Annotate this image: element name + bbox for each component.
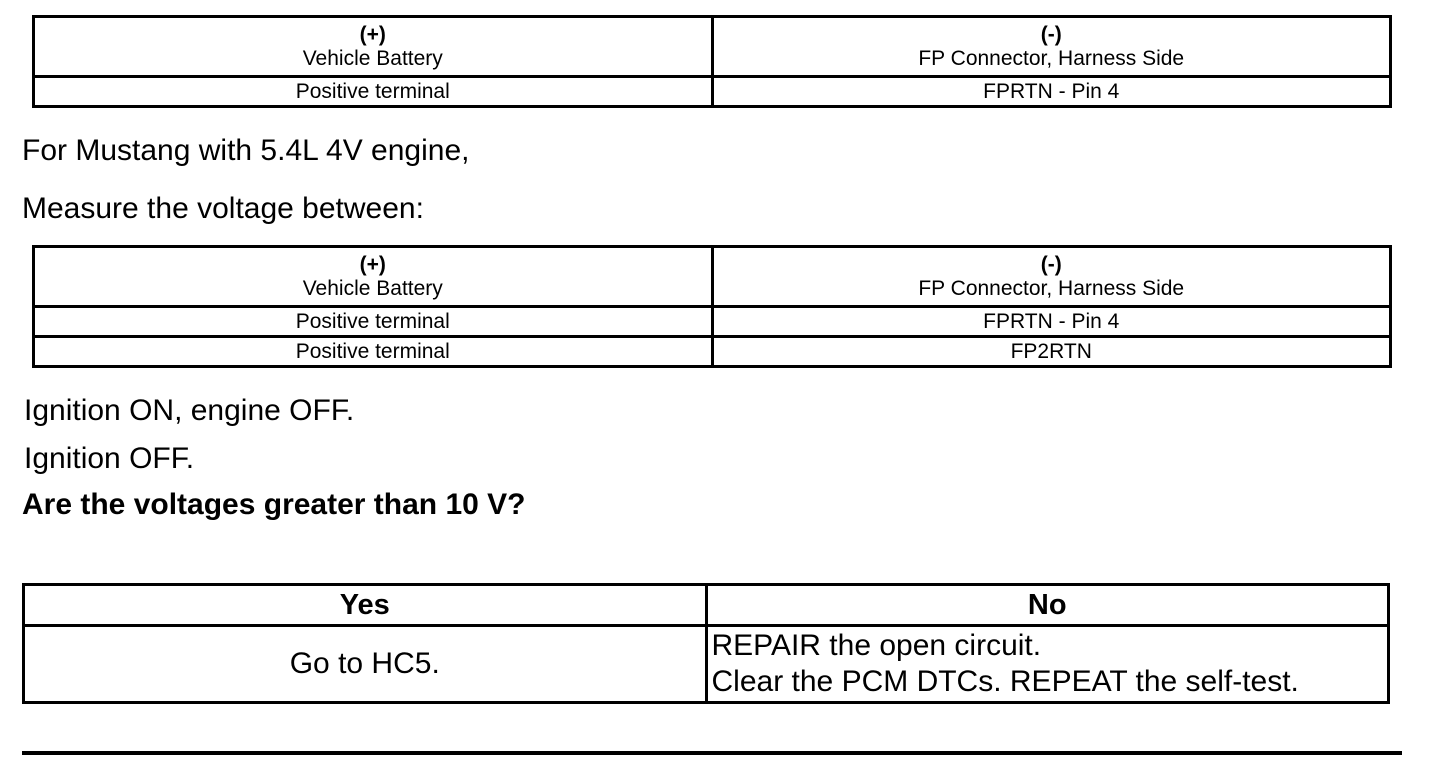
negative-lead-cell: FPRTN - Pin 4	[712, 307, 1391, 337]
positive-lead-cell: Positive terminal	[34, 307, 713, 337]
test-question: Are the voltages greater than 10 V?	[22, 488, 526, 521]
positive-lead-label: Vehicle Battery	[302, 46, 443, 70]
yes-header: Yes	[24, 585, 707, 626]
table-row	[34, 337, 1391, 367]
engine-condition-text: For Mustang with 5.4L 4V engine,	[22, 134, 470, 167]
bottom-divider	[22, 751, 1402, 755]
negative-lead-cell: FP2RTN	[712, 337, 1391, 367]
table-header-row	[34, 247, 1391, 307]
result-header-row	[24, 585, 1389, 626]
result-action-row	[24, 626, 1389, 703]
positive-lead-cell: Positive terminal	[34, 337, 713, 367]
measurement-table-2	[32, 245, 1392, 368]
positive-lead-header	[34, 17, 713, 77]
measure-instruction: Measure the voltage between:	[22, 192, 424, 225]
negative-lead-label: FP Connector, Harness Side	[918, 276, 1185, 300]
ignition-off-step: Ignition OFF.	[24, 442, 195, 475]
negative-lead-label: FP Connector, Harness Side	[918, 46, 1185, 70]
negative-lead-header	[712, 247, 1391, 307]
positive-lead-header	[34, 247, 713, 307]
result-table	[22, 583, 1390, 704]
yes-action: Go to HC5.	[24, 626, 707, 703]
positive-lead-cell: Positive terminal	[34, 77, 713, 107]
table-row	[34, 77, 1391, 107]
positive-sign: (+)	[359, 22, 386, 46]
no-action	[706, 626, 1389, 703]
no-header: No	[706, 585, 1389, 626]
negative-sign: (-)	[1040, 252, 1062, 276]
negative-lead-cell: FPRTN - Pin 4	[712, 77, 1391, 107]
table-row	[34, 307, 1391, 337]
negative-lead-header	[712, 17, 1391, 77]
no-action-line: Clear the PCM DTCs. REPEAT the self-test.	[711, 665, 1299, 698]
positive-lead-label: Vehicle Battery	[302, 276, 443, 300]
no-action-line: REPAIR the open circuit.	[711, 629, 1042, 662]
negative-sign: (-)	[1040, 22, 1062, 46]
measurement-table-1	[32, 15, 1392, 108]
positive-sign: (+)	[359, 252, 386, 276]
table-header-row	[34, 17, 1391, 77]
ignition-on-step: Ignition ON, engine OFF.	[24, 394, 355, 427]
